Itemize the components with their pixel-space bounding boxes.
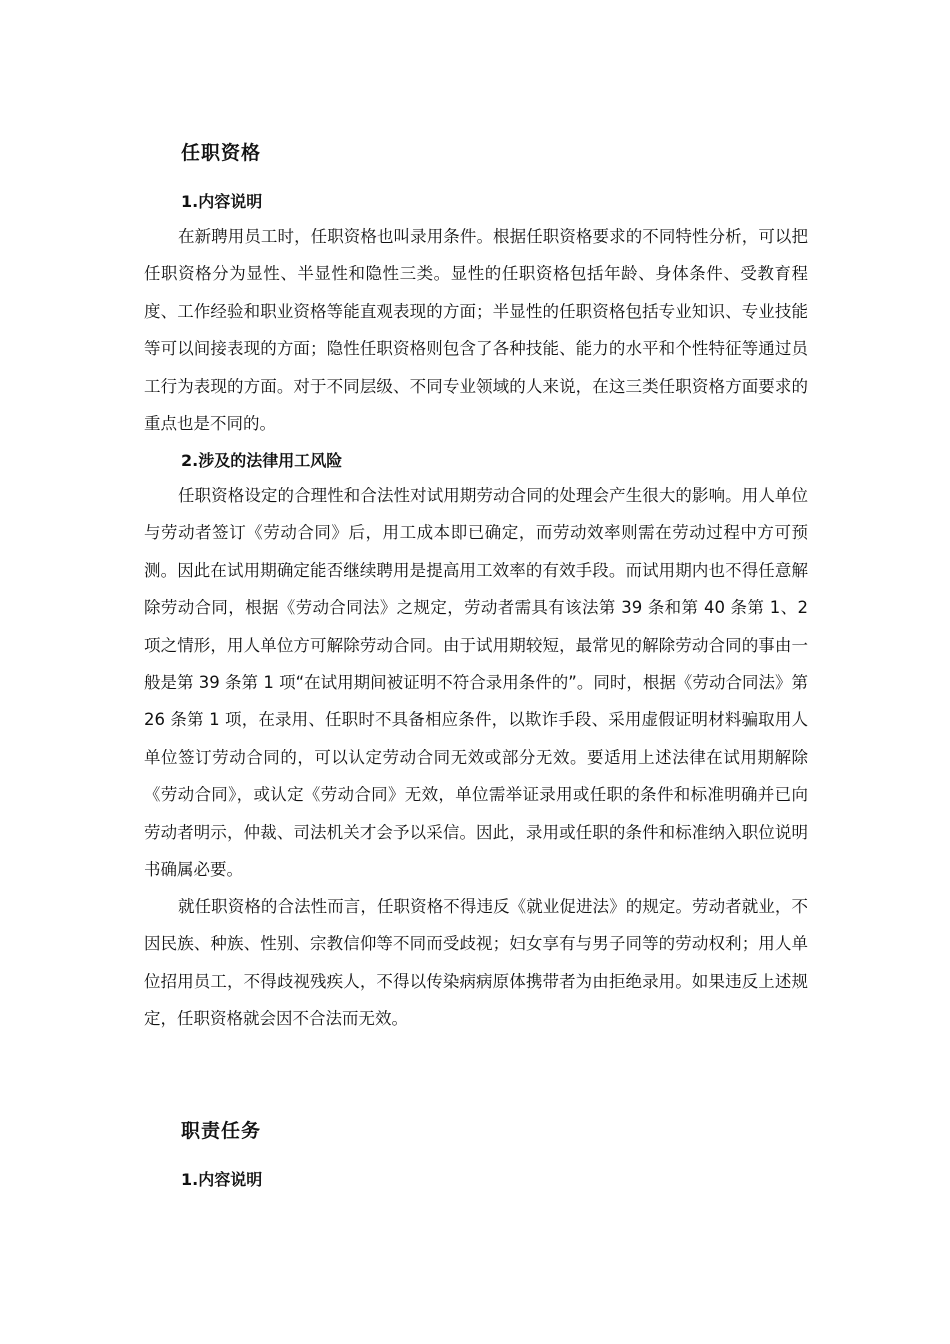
paragraph-qualifications-description: 在新聘用员工时，任职资格也叫录用条件。根据任职资格要求的不同特性分析，可以把任职资格分为显性、半显性和隐性三类。显性的任职资格包括年龄、身体条件、受教育程度、工作经验和职业资格等能直观表现的方面；半显性的任职资格包括专业知识、专业技能等可以间接表现的方面；隐性任职资格则包含了各种技能、能力的水平和个性特征等通过员工行为表现的方面。对于不同层级、不同专业领域的人来说，在这三类任职资格方面要求的重点也是不同的。: [144, 227, 808, 434]
paragraph-legality: 就任职资格的合法性而言，任职资格不得违反《就业促进法》的规定。劳动者就业，不因民族、种族、性别、宗教信仰等不同而受歧视；妇女享有与男子同等的劳动权利；用人单位招用员工，不得歧视残疾人，不得以传染病病原体携带者为由拒绝录用。如果违反上述规定，任职资格就会因不合法而无效。: [144, 897, 808, 1029]
section-title-qualifications: 任职资格: [181, 142, 262, 164]
subsection-title-duties-content-description: 1.内容说明: [181, 1170, 263, 1189]
section-title-duties: 职责任务: [181, 1120, 262, 1142]
subsection-title-legal-risks: 2.涉及的法律用工风险: [181, 451, 343, 470]
paragraph-legal-risks: 任职资格设定的合理性和合法性对试用期劳动合同的处理会产生很大的影响。用人单位与劳动者签订《劳动合同》后，用工成本即已确定，而劳动效率则需在劳动过程中方可预测。因此在试用期确定能否继续聘用是提高用工效率的有效手段。而试用期内也不得任意解除劳动合同，根据《劳动合同法》之规定，劳动者需具有该法第 39 条和第 40 条第 1、2 项之情形，用人单位方可解除劳动合同。由于试用期较短，最常见的解除劳动合同的事由一般是第 39 条第 1 项“在试用期间被证明不符合录用条件的”。同时，根据《劳动合同法》第 26 条第 1 项，在录用、任职时不具备相应条件，以欺诈手段、采用虚假证明材料骗取用人单位签订劳动合同的，可以认定劳动合同无效或部分无效。要适用上述法律在试用期解除《劳动合同》，或认定《劳动合同》无效，单位需举证录用或任职的条件和标准明确并已向劳动者明示，仲裁、司法机关才会予以采信。因此，录用或任职的条件和标准纳入职位说明书确属必要。: [144, 486, 808, 880]
subsection-title-content-description: 1.内容说明: [181, 192, 263, 211]
